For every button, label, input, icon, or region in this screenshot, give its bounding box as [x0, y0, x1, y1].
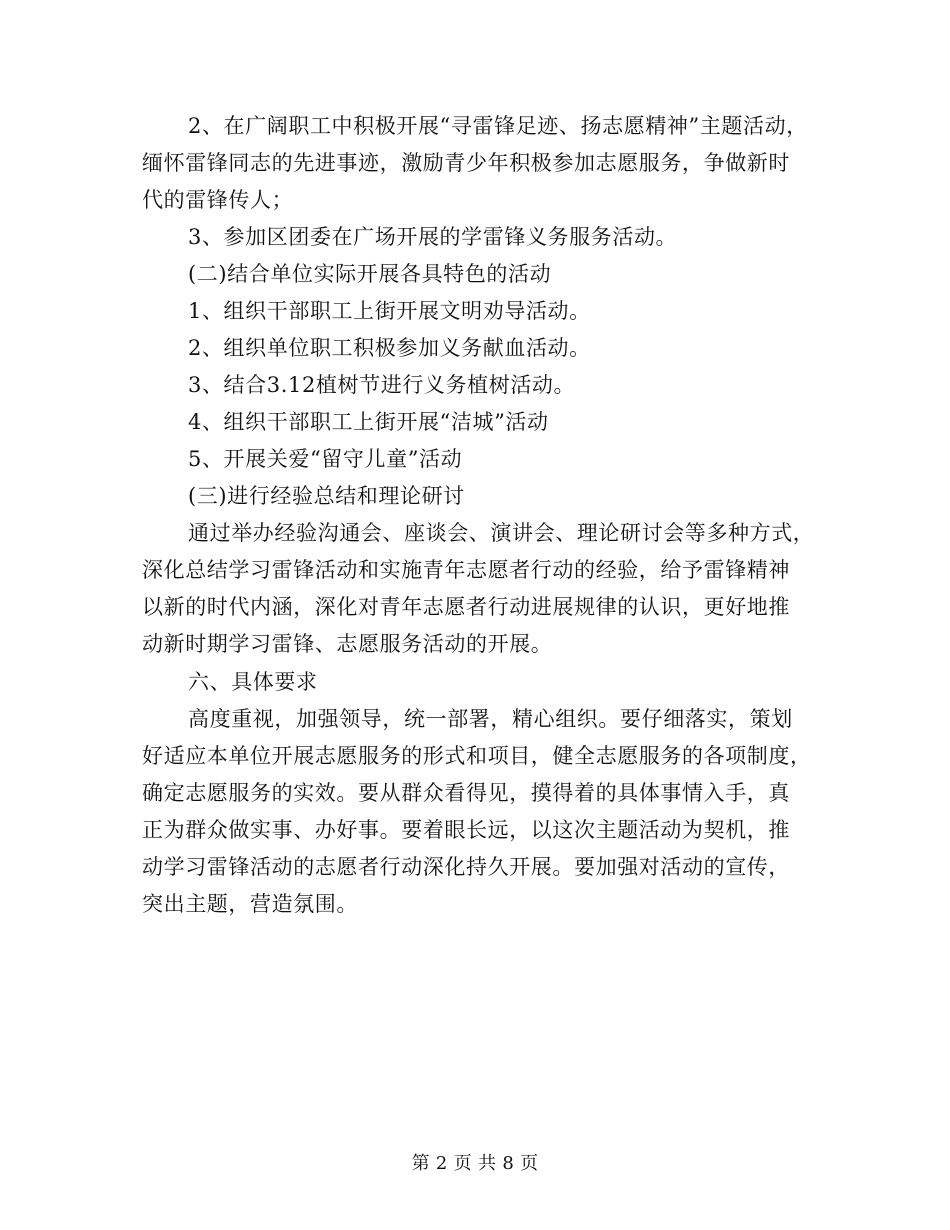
list-item-5: 5、开展关爱“留守儿童”活动 [188, 447, 463, 471]
section-heading-six: 六、具体要求 [188, 670, 318, 694]
text-line-14: 以新的时代内涵，深化对青年志愿者行动进展规律的认识，更好地推 [142, 595, 790, 619]
list-item-2: 2、组织单位职工积极参加义务献血活动。 [188, 336, 591, 360]
text-line-3: 代的雷锋传人； [142, 188, 294, 212]
text-line-17: 高度重视，加强领导，统一部署，精心组织。要仔细落实，策划 [188, 707, 793, 731]
text-line-15: 动新时期学习雷锋、志愿服务活动的开展。 [142, 632, 553, 656]
section-heading-2: (二)结合单位实际开展各具特色的活动 [188, 262, 552, 286]
text-line-19: 确定志愿服务的实效。要从群众看得见，摸得着的具体事情入手，真 [142, 781, 790, 805]
text-line-12: 通过举办经验沟通会、座谈会、演讲会、理论研讨会等多种方式， [188, 521, 815, 545]
section-heading-3: (三)进行经验总结和理论研讨 [188, 484, 465, 508]
text-line-18: 好适应本单位开展志愿服务的形式和项目，健全志愿服务的各项制度， [142, 744, 812, 768]
text-line-22: 突出主题，营造氛围。 [142, 892, 358, 916]
text-line-2: 缅怀雷锋同志的先进事迹，激励青少年积极参加志愿服务，争做新时 [142, 151, 790, 175]
text-line-13: 深化总结学习雷锋活动和实施青年志愿者行动的经验，给予雷锋精神 [142, 558, 790, 582]
list-item-3: 3、结合3.12植树节进行义务植树活动。 [188, 373, 576, 397]
list-item-4: 4、组织干部职工上街开展“洁城”活动 [188, 410, 549, 434]
list-item-1: 1、组织干部职工上街开展文明劝导活动。 [188, 299, 591, 323]
text-line-1: 2、在广阔职工中积极开展“寻雷锋足迹、扬志愿精神”主题活动， [188, 114, 808, 138]
text-line-4: 3、参加区团委在广场开展的学雷锋义务服务活动。 [188, 225, 678, 249]
page-number-footer: 第 2 页 共 8 页 [411, 1153, 539, 1174]
text-line-21: 动学习雷锋活动的志愿者行动深化持久开展。要加强对活动的宣传， [142, 855, 790, 879]
text-line-20: 正为群众做实事、办好事。要着眼长远，以这次主题活动为契机，推 [142, 818, 790, 842]
